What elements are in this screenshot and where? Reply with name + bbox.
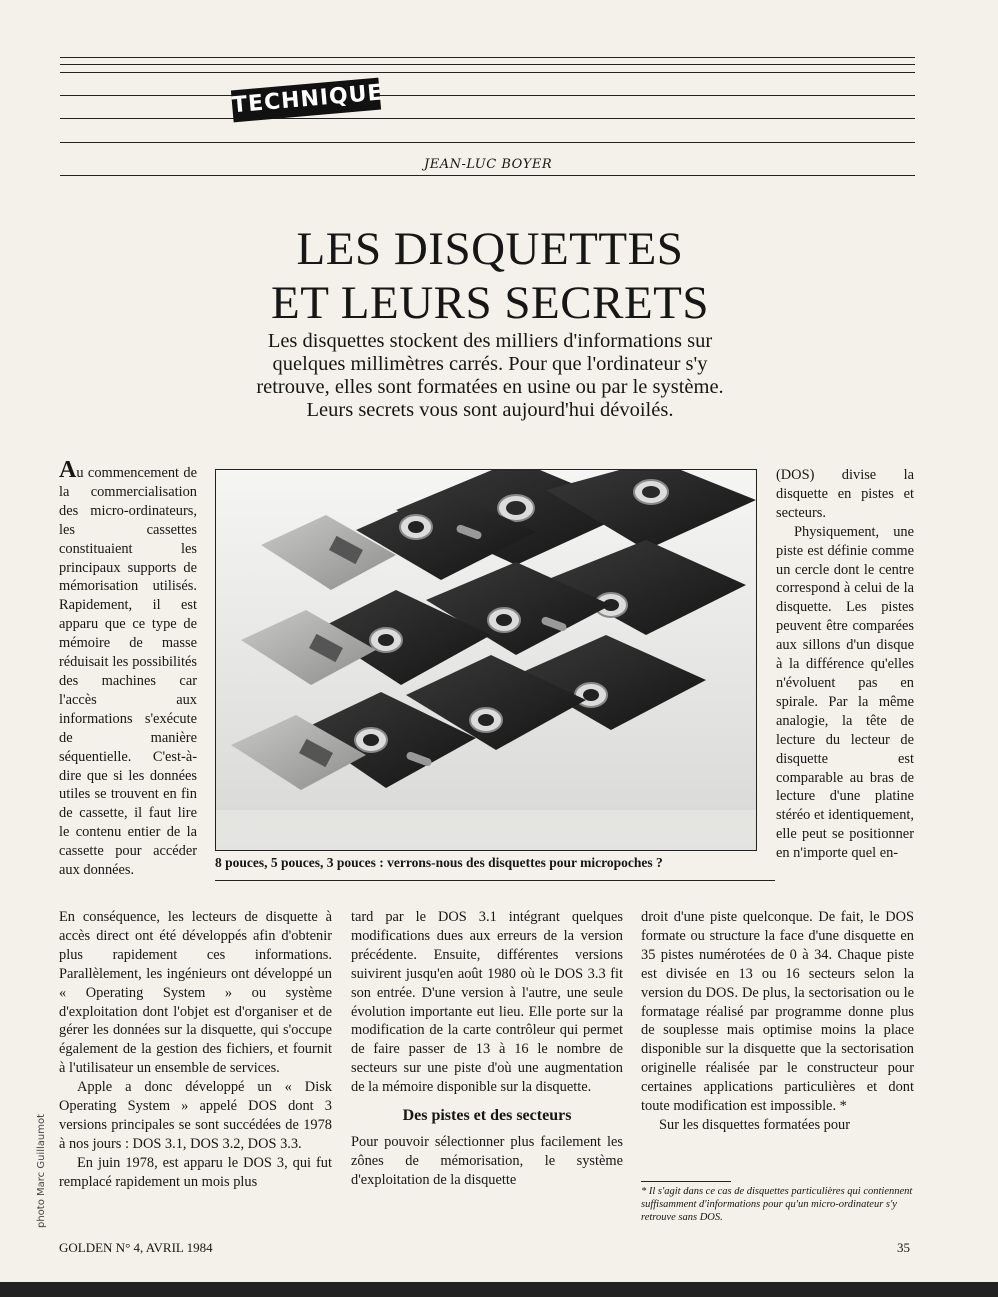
section-tag: TECHNIQUE	[231, 78, 381, 123]
deck-line: Leurs secrets vous sont aujourd'hui dévoilés.	[306, 399, 674, 421]
page-number: 35	[897, 1240, 910, 1255]
paragraph: droit d'une piste quelconque. De fait, le DOS formate ou structure la face d'une disquette en 35 pistes numérotées de 0 à 34. Chaque piste est divisée en 13 ou 16 secteurs selon la version du DOS. De plus, la sectorisation ou le formatage réalisé par programme donne plus de souplesse mais optimise moins la place disponible sur la disquette que la sectorisation originelle réalisée par le constructeur pour certaines applications particulières et dont toute modification est impossible. *	[641, 909, 914, 1115]
title-line: ET LEURS SECRETS	[270, 277, 710, 329]
paragraph: En juin 1978, est apparu le DOS 3, qui fut remplacé rapidement un mois plus	[59, 1154, 332, 1190]
column-3-bottom	[641, 908, 914, 1135]
paragraph-text: u commencement de la commercialisation des micro-ordinateurs, les cassettes constituaient les principaux supports de mémorisation utilisés. Rapidement, il est apparu que ce type de mémoire de masse réduisait les possibilités des machines car l'accès aux informations s'exécute de manière séquentielle. C'est-à-dire que si les données utiles se trouvent en fin de cassette, il faut lire le contenu entier de la cassette pour accéder aux données.	[59, 465, 197, 879]
footnote: * Il s'agit dans ce cas de disquettes particulières qui contiennent suffisamment d'informations pour qu'un micro-ordinateur s'y retrouve sans DOS.	[641, 1186, 913, 1223]
header-rule	[60, 142, 915, 143]
column-2	[351, 908, 623, 1190]
author-byline: JEAN-LUC BOYER	[424, 157, 553, 172]
header-rule	[60, 72, 915, 73]
paragraph: Sur les disquettes formatées pour	[659, 1116, 851, 1133]
paragraph: Physiquement, une piste est définie comme un cercle dont le centre correspond à celui de la disquette. Les pistes peuvent être comparées aux sillons d'un disque à la différence qu'elles n'évoluent pas en spirale. Par la même analogie, la tête de lecture du lecteur de disquette est comparable au bras de lecture d'une platine stéréo et identiquement, elle peut se positionner en n'importe quel en-	[776, 523, 914, 862]
paragraph: (DOS) divise la disquette en pistes et secteurs.	[776, 467, 914, 521]
issue-footer: GOLDEN N° 4, AVRIL 1984	[59, 1240, 213, 1255]
scan-edge	[0, 1282, 998, 1297]
paragraph: tard par le DOS 3.1 intégrant quelques modifications dues aux erreurs de la version précédente. Ensuite, différentes versions suivirent jusqu'en août 1980 où le DOS 3.3 fit son entrée. D'une version à l'autre, une seule évolution importante eut lieu. Elle porte sur la modification de la carte contrôleur qui permet de faire passer de 13 à 16 le nombre de secteurs sur une piste d'où une augmentation de la mémoire disponible sur la disquette.	[351, 909, 623, 1096]
floppy-photo	[215, 469, 757, 851]
title-line: LES DISQUETTES	[296, 223, 684, 275]
paragraph: Apple a donc développé un « Disk Operating System » appelé DOS dont 3 versions principales se sont succédées de 1978 à nos jours : DOS 3.1, DOS 3.2, DOS 3.3.	[59, 1079, 332, 1152]
paragraph: Pour pouvoir sélectionner plus facilement les zônes de mémorisation, le système d'exploitation de la disquette	[351, 1134, 623, 1188]
column-3-top	[776, 466, 914, 863]
header-rule	[60, 118, 915, 119]
byline-rule	[60, 175, 915, 176]
header-rule	[60, 64, 915, 65]
paragraph: En conséquence, les lecteurs de disquette à accès direct ont été développés afin d'obtenir plus rapidement ces informations. Parallèlement, les ingénieurs ont développé un « Operating System » ou système d'exploitation dont l'objet est d'organiser et de gérer les données sur la disquette, qui s'occupe également de la gestion des fichiers, et fournit à l'utilisateur un ensemble de services.	[59, 909, 332, 1077]
photo-caption: 8 pouces, 5 pouces, 3 pouces : verrons-nous des disquettes pour micropoches ?	[215, 855, 663, 870]
footnote-rule	[641, 1181, 731, 1182]
subheading: Des pistes et des secteurs	[402, 1107, 572, 1125]
header-rule	[60, 95, 915, 96]
deck-line: Les disquettes stockent des milliers d'informations sur	[267, 330, 713, 352]
deck-line: quelques millimètres carrés. Pour que l'ordinateur s'y	[272, 353, 708, 375]
column-1-bottom	[59, 908, 332, 1192]
column-1-top	[59, 457, 197, 880]
photo-credit: photo Marc Guillaumot	[36, 1113, 47, 1228]
paragraph	[59, 457, 197, 880]
floppy-disks-illustration	[216, 470, 756, 850]
deck-line: retrouve, elles sont formatées en usine ou par le système.	[256, 376, 724, 398]
article-title	[160, 222, 820, 330]
article-deck	[190, 330, 790, 422]
drop-cap: A	[59, 457, 77, 483]
header-rule	[60, 57, 915, 58]
caption-rule	[215, 880, 775, 881]
